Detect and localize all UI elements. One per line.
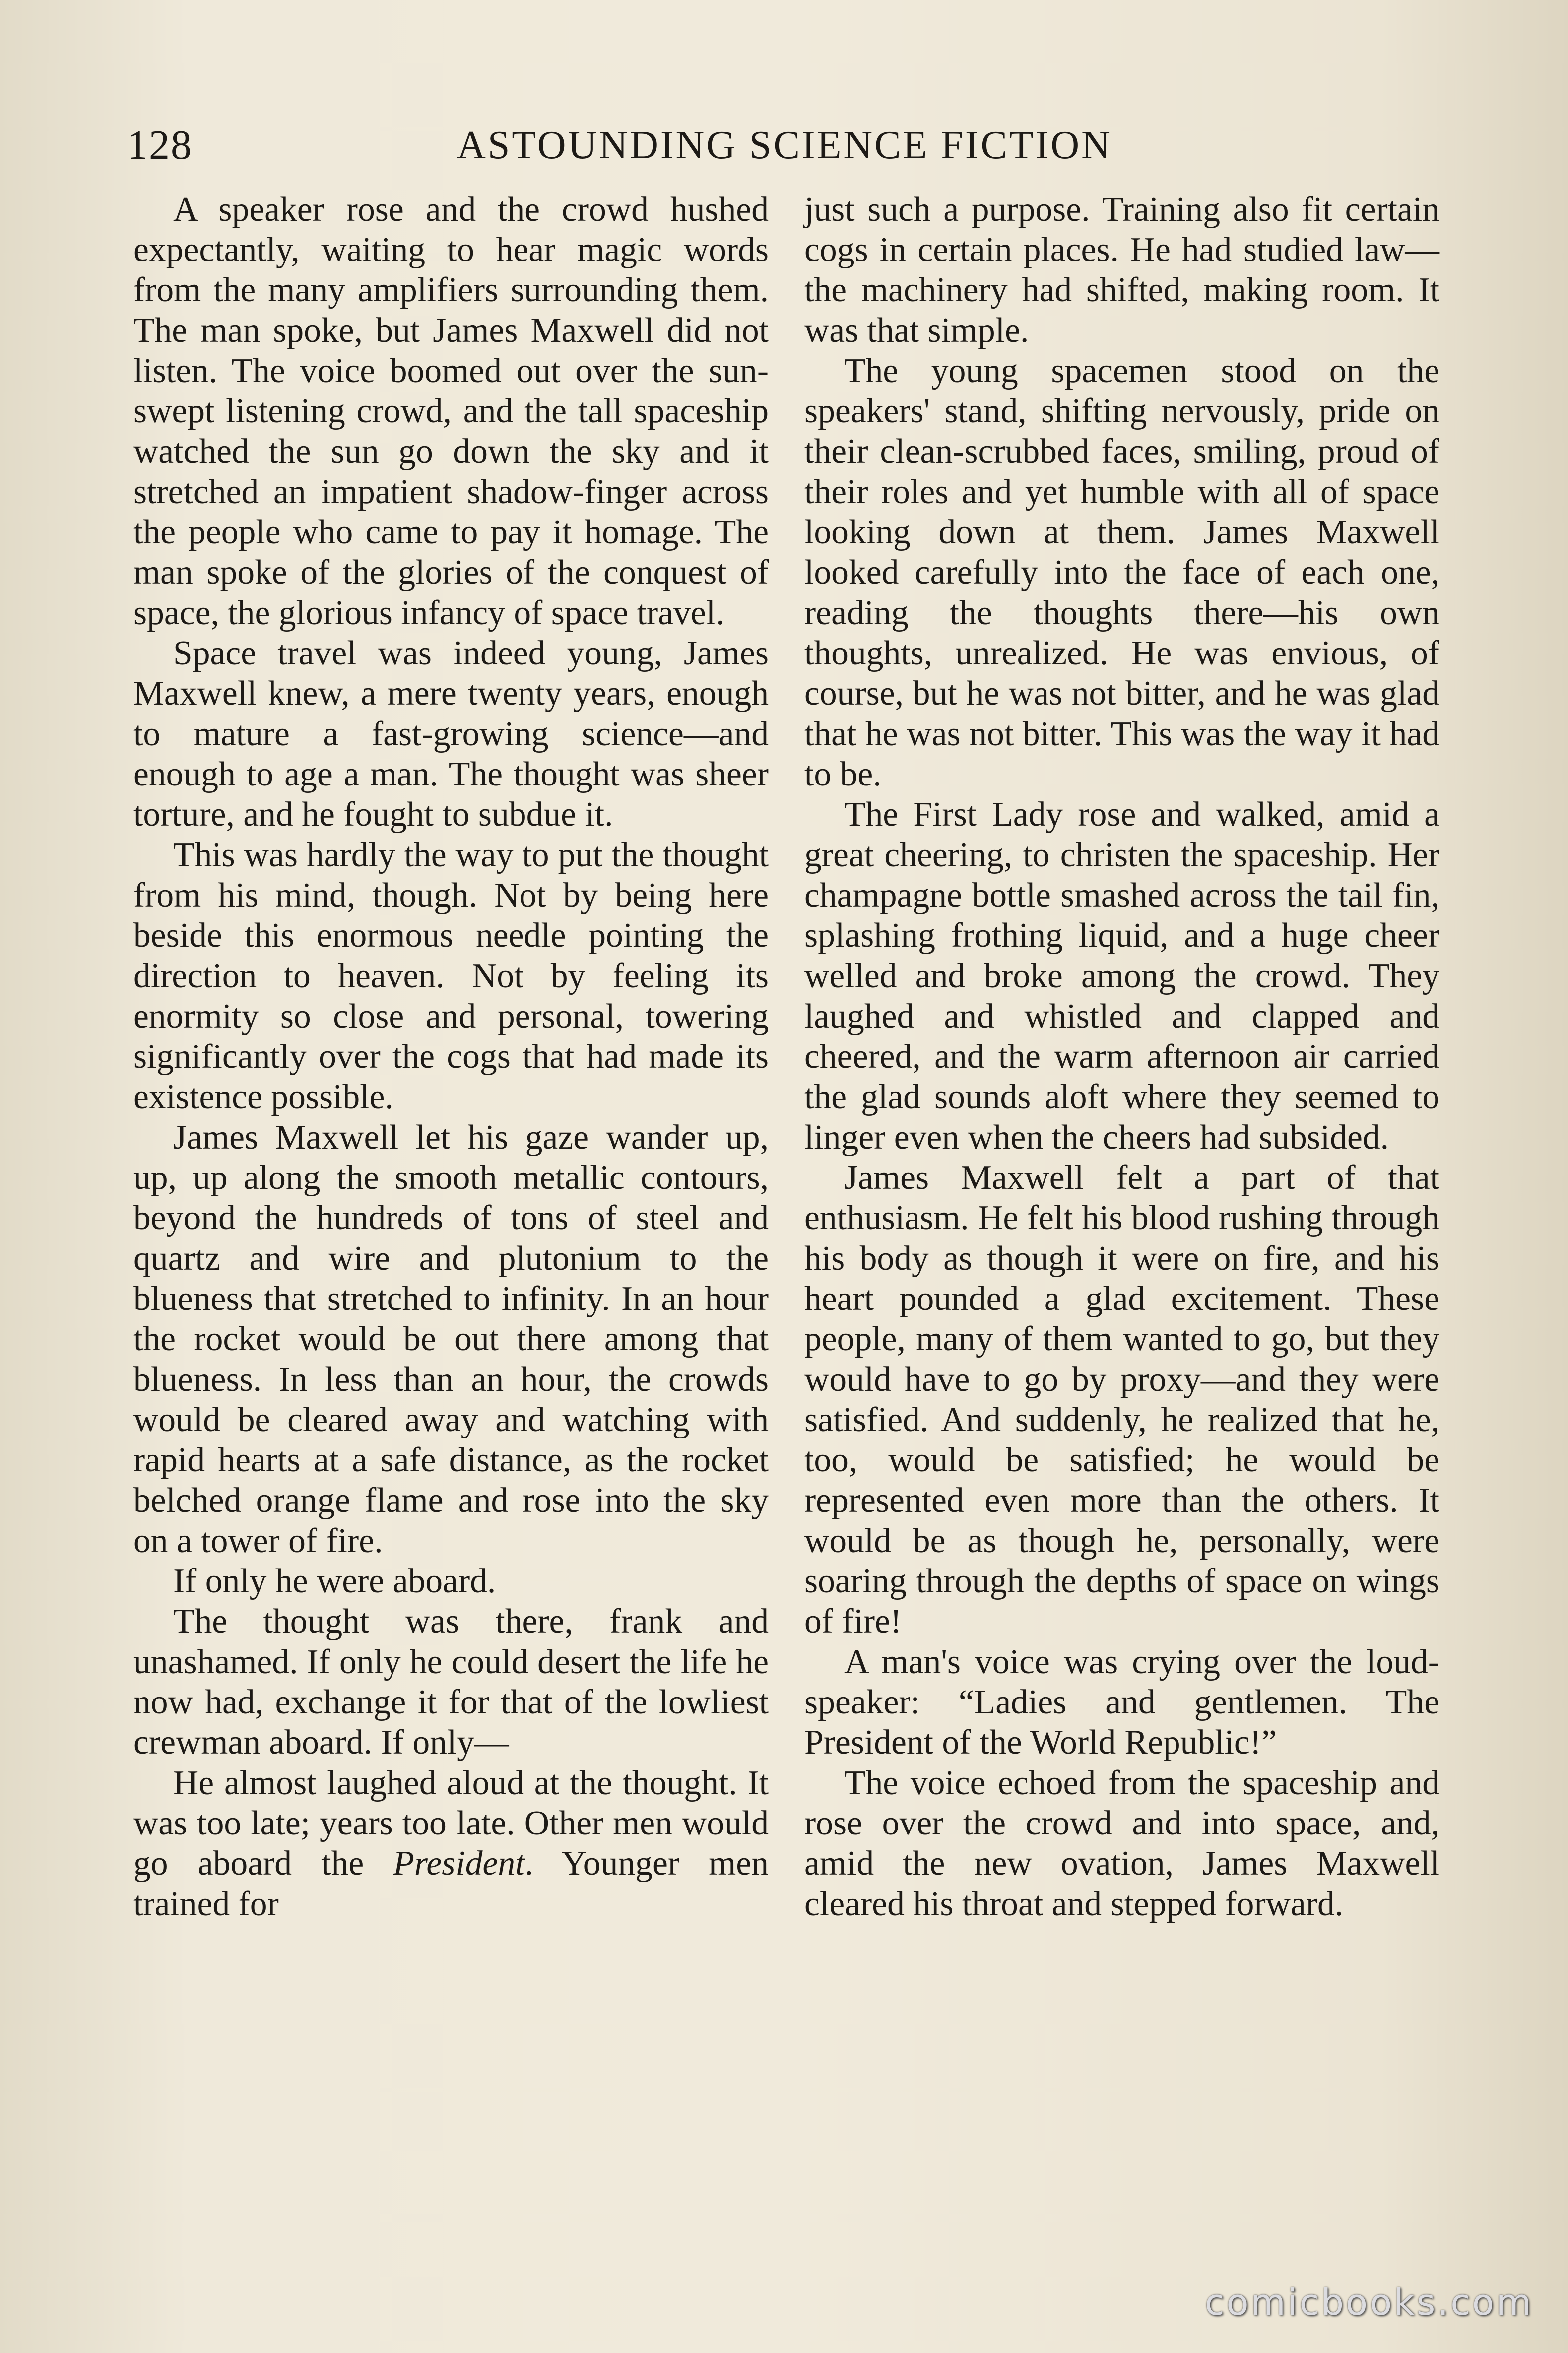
paragraph: [133, 1763, 769, 1924]
paragraph: A speaker rose and the crowd hushed expectantly, waiting to hear magic words from the many amplifiers surrounding them. The man spoke, but James Maxwell did not listen. The voice boomed out over the sun-swept listening crowd, and the tall spaceship watched the sun go down the sky and it stretched an impatient shadow-finger across the people who came to pay it homage. The man spoke of the glories of the conquest of space, the glorious infancy of space travel.: [133, 190, 769, 632]
paragraph-continuation: just such a purpose. Training also fit certain cogs in certain places. He had studied law—the machinery had shifted, making room. It was that simple.: [804, 190, 1439, 350]
paragraph: If only he were aboard.: [173, 1562, 496, 1600]
page-header: [127, 116, 1442, 175]
paragraph: The First Lady rose and walked, amid a great cheering, to christen the spaceship. Her champagne bottle smashed across the tail fin, splashing frothing liquid, and a huge cheer welled and broke among the crowd. They laughed and whistled and clapped and cheered, and the warm afternoon air carried the glad sounds aloft where they seemed to linger even when the cheers had subsided.: [804, 795, 1439, 1157]
paragraph: This was hardly the way to put the thought from his mind, though. Not by being here beside this enormous needle pointing the direction to heaven. Not by feeling its enormity so close and personal, towering significantly over the cogs that had made its existence possible.: [133, 836, 769, 1116]
paragraph: The young spacemen stood on the speakers' stand, shifting nervously, pride on their clean-scrubbed faces, smiling, proud of their roles and yet humble with all of space looking down at them. James Maxwell looked carefully into the face of each one, reading the thoughts there—his own thoughts, unrealized. He was envious, of course, but he was not bitter, and he was glad that he was not bitter. This was the way it had to be.: [804, 352, 1439, 793]
paragraph: James Maxwell let his gaze wander up, up, up along the smooth metallic contours, beyond the hundreds of tons of steel and quartz and wire and plutonium to the blueness that stretched to infinity. In an hour the rocket would be out there among that blueness. In less than an hour, the crowds would be cleared away and watching with rapid hearts at a safe distance, as the rocket belched orange flame and rose into the sky on a tower of fire.: [133, 1118, 769, 1560]
paragraph: A man's voice was crying over the loud-speaker: “Ladies and gentlemen. The President of the World Republic!”: [804, 1643, 1439, 1762]
running-title: ASTOUNDING SCIENCE FICTION: [457, 124, 1112, 167]
paragraph-text: He almost laughed aloud at the thought. It was too late; years too late. Other men would go aboard the: [133, 1764, 769, 1883]
left-column: [133, 189, 769, 1924]
right-column: [804, 189, 1439, 1924]
page-number: 128: [127, 122, 193, 168]
paragraph: The thought was there, frank and unashamed. If only he could desert the life he now had, exchange it for that of the lowliest crewman aboard. If only—: [133, 1602, 769, 1762]
ship-name: President: [393, 1844, 525, 1883]
paragraph: The voice echoed from the spaceship and rose over the crowd and into space, and, amid the new ovation, James Maxwell cleared his throat and stepped forward.: [804, 1764, 1439, 1923]
paragraph: James Maxwell felt a part of that enthusiasm. He felt his blood rushing through his body as though it were on fire, and his heart pounded a glad excitement. These people, many of them wanted to go, but they would have to go by proxy—and they were satisfied. And suddenly, he realized that he, too, would be satisfied; he would be represented even more than the others. It would be as though he, personally, were soaring through the depths of space on wings of fire!: [804, 1159, 1439, 1641]
watermark: comicbooks.com: [1204, 2281, 1533, 2323]
paragraph: Space travel was indeed young, James Maxwell knew, a mere twenty years, enough to mature a fast-growing science—and enough to age a man. The thought was sheer torture, and he fought to subdue it.: [133, 634, 769, 834]
paragraph-text: . Younger men trained for: [133, 1844, 769, 1923]
